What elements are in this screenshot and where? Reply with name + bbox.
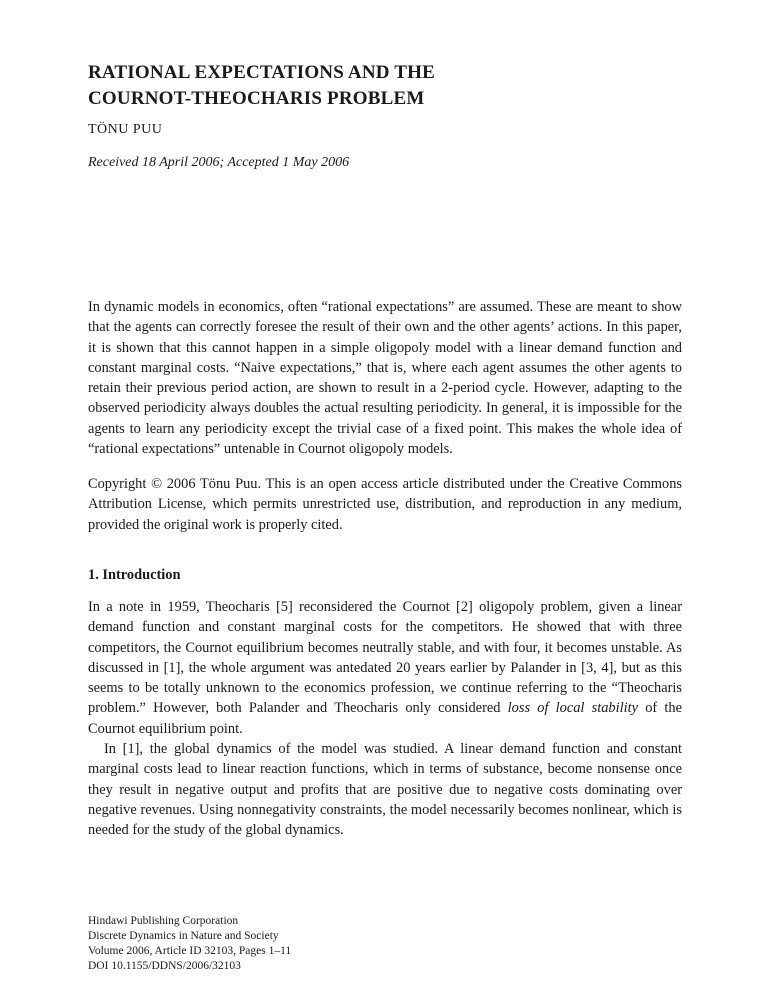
introduction-body [88,597,682,841]
copyright-notice: Copyright © 2006 Tönu Puu. This is an open access article distributed under the Creative Commons Attribution License, which permits unrestricted use, distribution, and reproduction in any medium, provided the original work is properly cited. [88,476,682,533]
paragraph-1 [88,597,682,739]
section-heading-introduction: 1. Introduction [88,567,181,583]
title-line-2: COURNOT-THEOCHARIS PROBLEM [88,88,425,109]
paragraph-1-emphasis: loss of local stability [507,700,639,717]
footer-doi: DOI 10.1155/DDNS/2006/32103 [88,960,241,972]
footer-publisher: Hindawi Publishing Corporation [88,915,239,927]
footer-journal: Discrete Dynamics in Nature and Society [88,930,279,942]
paragraph-2: In [1], the global dynamics of the model was studied. A linear demand function and constant marginal costs lead to linear reaction functions, which in terms of substance, become nonsense once they result in negative output and profits that are positive due to negative costs dominating over negative revenues. Using nonnegativity constraints, the model necessarily becomes nonlinear, which is needed for the study of the global dynamics. [88,741,682,839]
publication-footer [88,914,291,974]
paper-title [88,60,648,112]
received-accepted-dates: Received 18 April 2006; Accepted 1 May 2006 [88,155,350,170]
paragraph-1-end: of the Cournot equilibrium point. [88,700,682,737]
footer-volume: Volume 2006, Article ID 32103, Pages 1–11 [88,945,292,957]
title-line-1: RATIONAL EXPECTATIONS AND THE [88,62,435,83]
abstract: In dynamic models in economics, often “rational expectations” are assumed. These are meant to show that the agents can correctly foresee the result of their own and the other agents’ actions. In this paper, it is shown that this cannot happen in a simple oligopoly model with a linear demand function and constant marginal costs. “Naive expectations,” that is, where each agent assumes the other agents to retain their previous period action, are shown to result in a 2-period cycle. However, adapting to the observed periodicity always doubles the actual resulting periodicity. In general, it is impossible for the agents to learn any periodicity except the trivial case of a fixed point. This makes the whole idea of “rational expectations” untenable in Cournot oligopoly models. [88,299,682,458]
author-name: TÖNU PUU [88,122,163,137]
paragraph-1-text: In a note in 1959, Theocharis [5] reconsidered the Cournot [2] oligopoly problem, given a linear demand function and constant marginal costs for the competitors. He showed that with three competitors, the Cournot equilibrium becomes neutrally stable, and with four, it becomes unstable. As discussed in [1], the whole argument was antedated 20 years earlier by Palander in [3, 4], but as this seems to be totally unknown to the economics profession, we continue referring to the “Theocharis problem.” However, both Palander and Theocharis only considered [88,599,682,717]
